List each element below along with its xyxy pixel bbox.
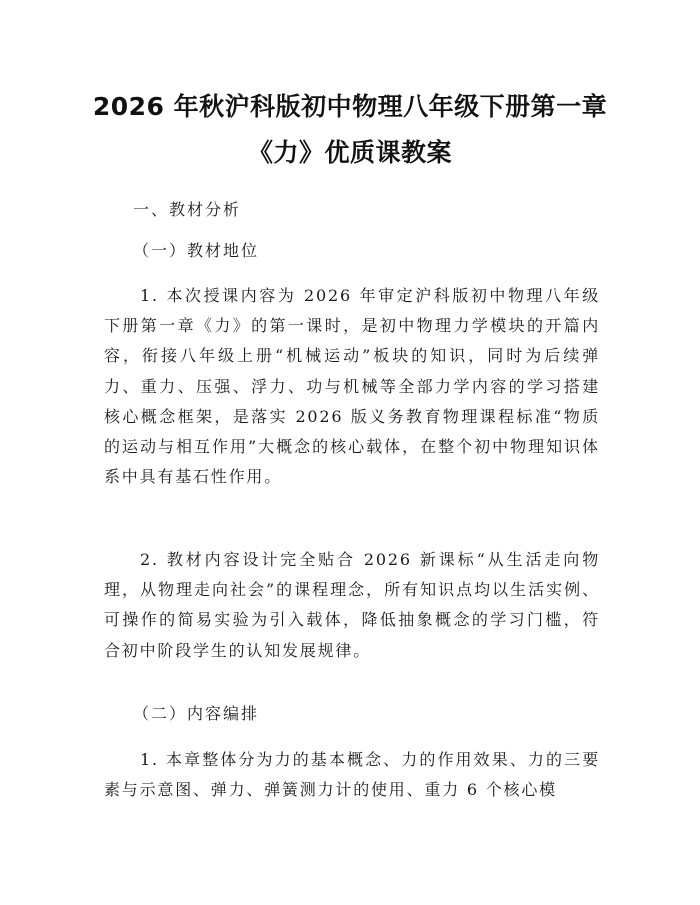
subsection-heading-content-arrangement: （二）内容编排 [133,704,260,723]
subsection-heading-textbook-status: （一）教材地位 [133,241,260,260]
paragraph-1: 1. 本次授课内容为 2026 年审定沪科版初中物理八年级下册第一章《力》的第一课时，是初中物理力学模块的开篇内容，衔接八年级上册“机械运动”板块的知识，同时为后续弹力、重力、压强、浮力、功与机械等全部力学内容的学习搭建核心概念框架，是落实 2026 版义务教育物理课程标准“物质的运动与相互作用”大概念的核心载体，在整个初中物理知识体系中具有基石性作用。 [104,286,600,487]
section-heading-textbook-analysis: 一、教材分析 [133,200,242,219]
document-title-line-1: 2026 年秋沪科版初中物理八年级下册第一章 [92,92,608,121]
paragraph-3: 1. 本章整体分为力的基本概念、力的作用效果、力的三要素与示意图、弹力、弹簧测力计的使用、重力 6 个核心模 [104,750,600,800]
document-title-line-2: 《力》优质课教案 [247,138,452,167]
paragraph-2: 2. 教材内容设计完全贴合 2026 新课标“从生活走向物理，从物理走向社会”的课程理念，所有知识点均以生活实例、可操作的简易实验为引入载体，降低抽象概念的学习门槛，符合初中阶段学生的认知发展规律。 [104,550,600,660]
